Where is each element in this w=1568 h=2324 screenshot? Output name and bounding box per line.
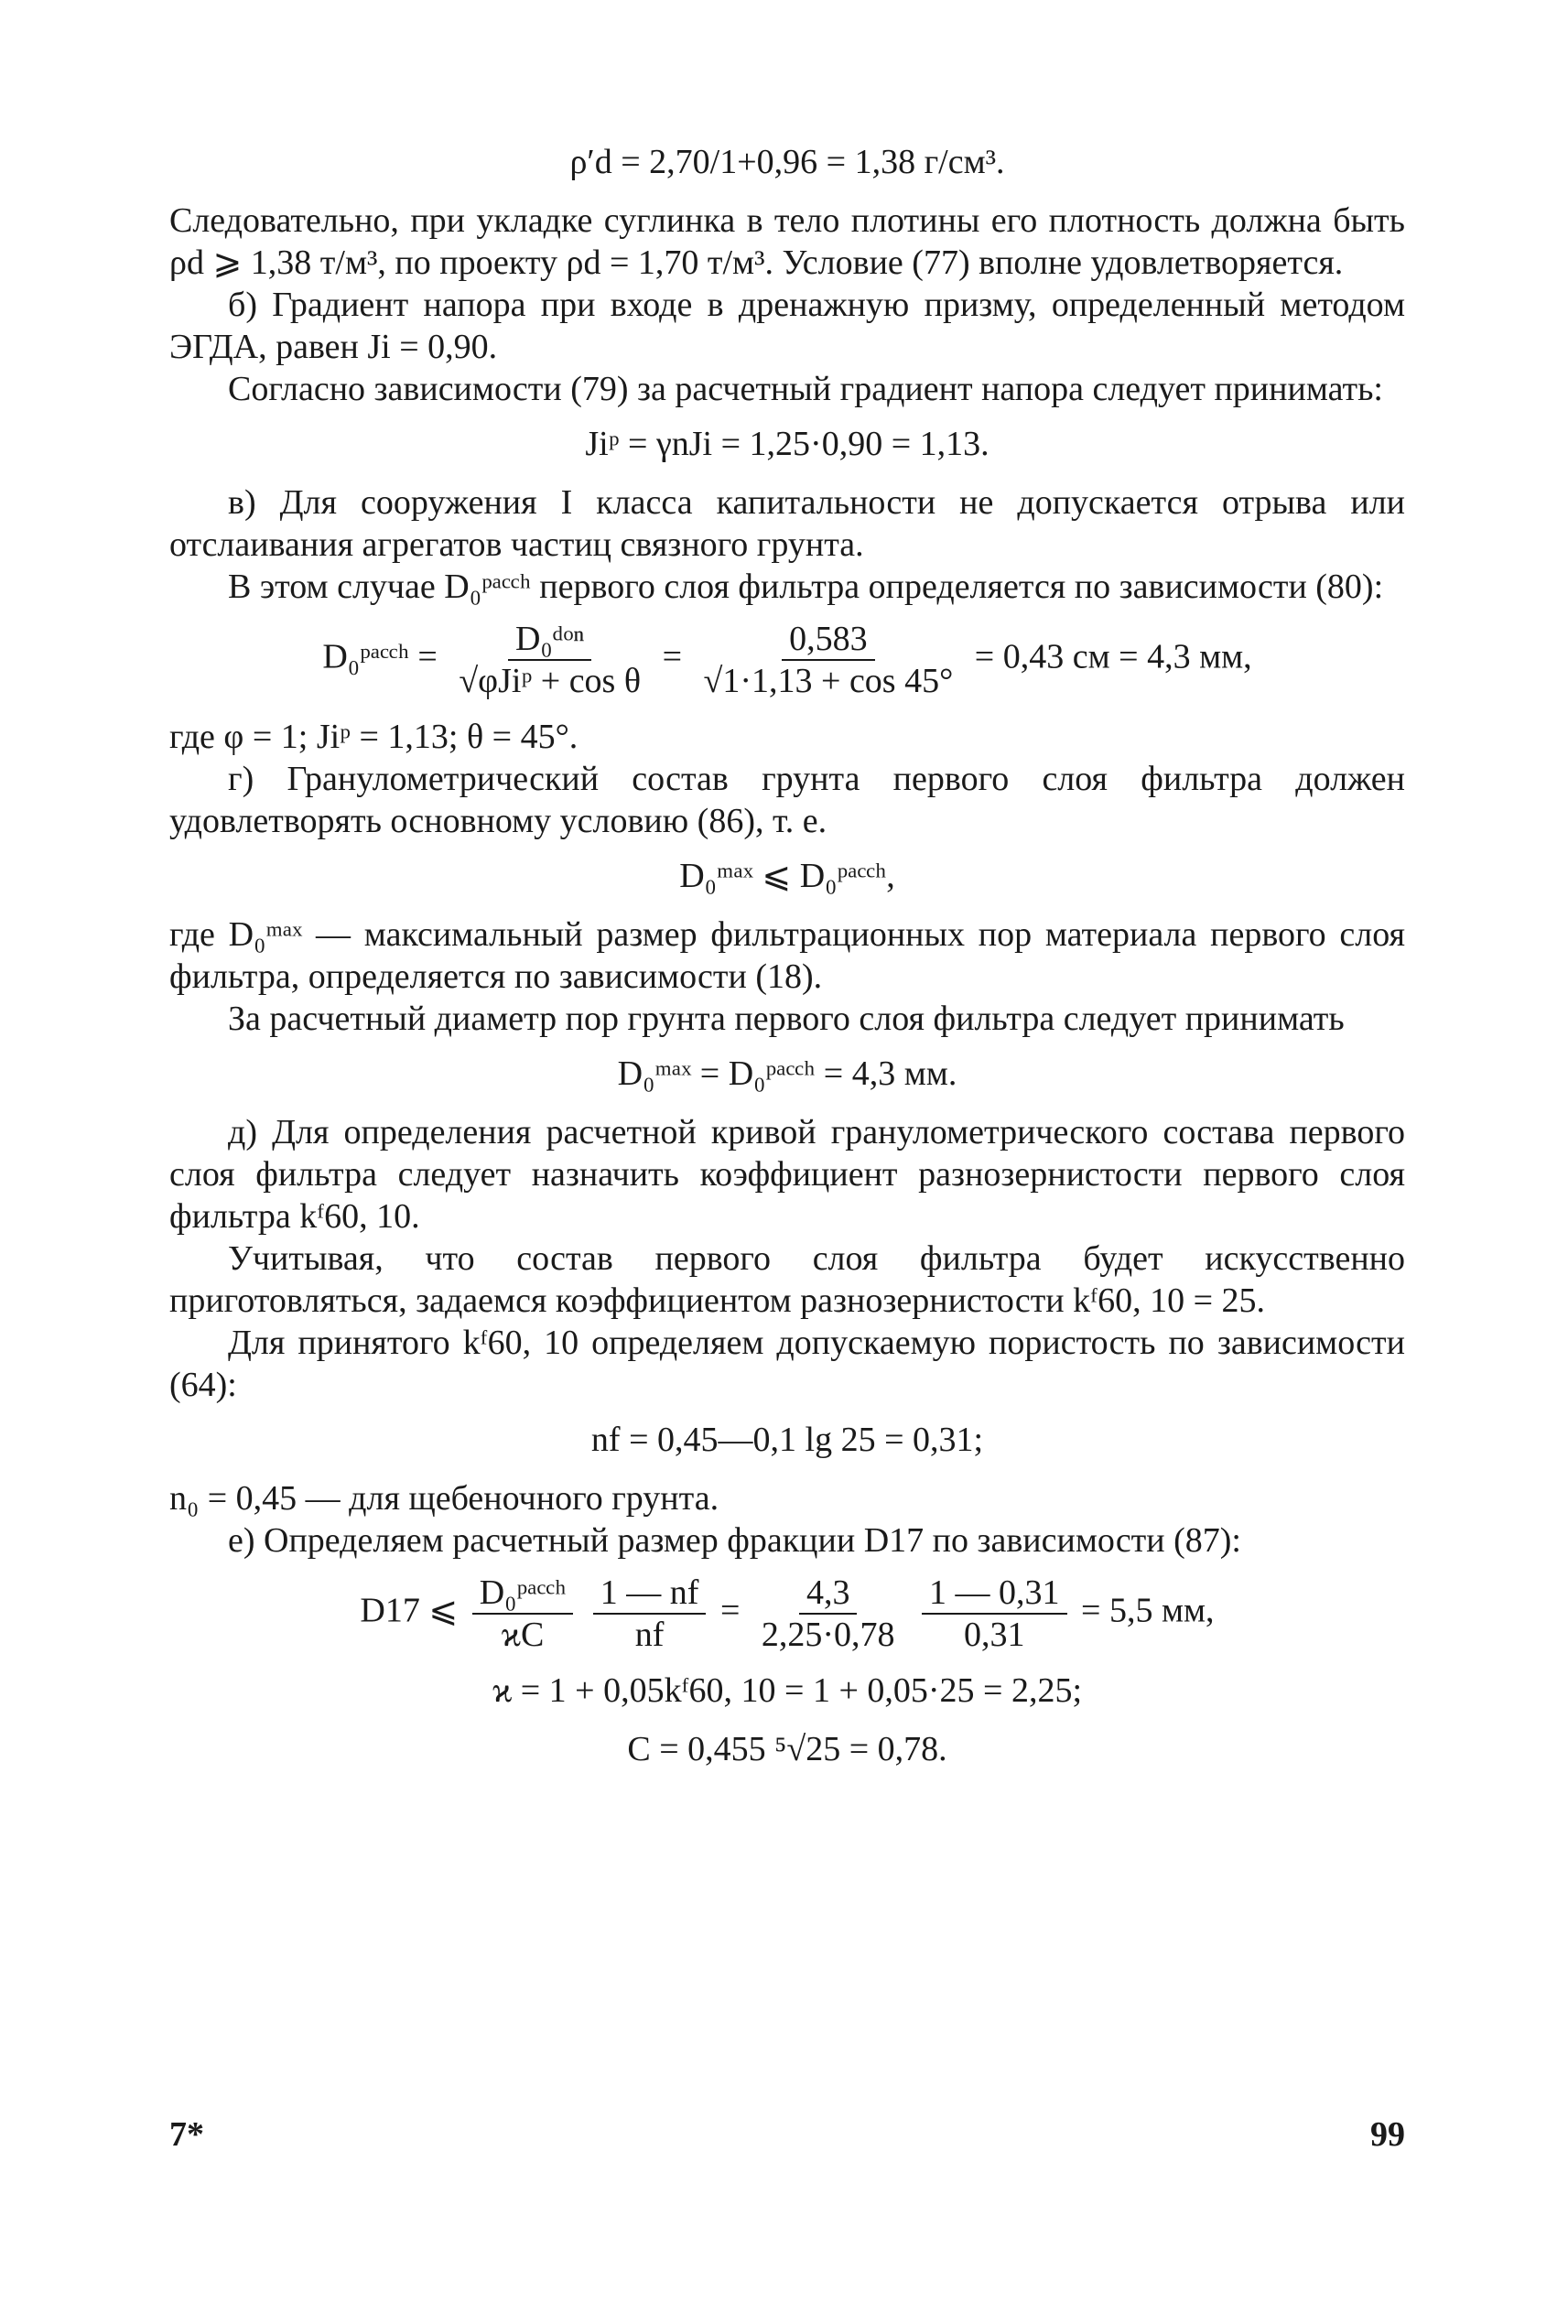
fraction-1-num: D₀ᵈᵒⁿ: [508, 621, 591, 661]
fraction-6: [922, 1574, 1067, 1653]
paragraph-14: е) Определяем расчетный размер фракции D17 по зависимости (87):: [228, 1521, 1241, 1560]
page-number: 99: [1370, 2115, 1405, 2154]
formula-dmax: D₀ᵐᵃˣ = D₀ᵖᵃᶜᶜʰ = 4,3 мм.: [617, 1054, 957, 1093]
formula-d17-rhs: = 5,5 мм,: [1081, 1591, 1215, 1630]
paragraph-2: б) Градиент напора при входе в дренажную призму, определенный методом ЭГДА, равен Ji = 0,90.: [169, 286, 1405, 366]
paragraph-13: n₀ = 0,45 — для щебеночного грунта.: [169, 1479, 719, 1518]
formula-d0-calc: D₀ᵖᵃᶜᶜʰ = $\frac{\text{D₀ᵈᵒⁿ}}{\text{√φJiᵖ + cos θ}}$ = $\frac{0,583}{√1\cdot 1,13 + \cos 45^\circ}$ = 0,43 см = 4,3 мм,: [322, 620, 1252, 700]
fraction-2-num: 0,583: [782, 621, 875, 661]
formula-d17-lhs: D17 ⩽: [360, 1591, 459, 1630]
paragraph-6: где φ = 1; Jiᵖ = 1,13; θ = 45°.: [169, 718, 579, 756]
formula-condition: D₀ᵐᵃˣ ⩽ D₀ᵖᵃᶜᶜʰ,: [679, 857, 895, 895]
paragraph-12: Для принятого kᶠ60, 10 определяем допускаемую пористость по зависимости (64):: [169, 1324, 1405, 1404]
paragraph-7: г) Гранулометрический состав грунта первого слоя фильтра должен удовлетворять основному условию (86), т. е.: [169, 760, 1405, 840]
fraction-4-num: 1 — nf: [593, 1574, 707, 1615]
paragraph-4: в) Для сооружения I класса капитальности не допускается отрыва или отслаивания агрегатов частиц связного грунта.: [169, 483, 1405, 564]
fraction-6-num: 1 — 0,31: [922, 1574, 1067, 1615]
fraction-5: [754, 1574, 903, 1653]
formula-density: ρ′d = 2,70/1+0,96 = 1,38 г/см³.: [569, 143, 1005, 181]
paragraph-8: где D₀ᵐᵃˣ — максимальный размер фильтрационных пор материала первого слоя фильтра, определяется по зависимости (18).: [169, 915, 1405, 996]
fraction-5-num: 4,3: [799, 1574, 858, 1615]
fraction-1: [451, 621, 648, 699]
fraction-3-den: ϰC: [501, 1616, 545, 1654]
fraction-1-den: √φJiᵖ + cos θ: [459, 662, 642, 700]
fraction-5-den: 2,25·0,78: [761, 1616, 895, 1654]
formula-c: C = 0,455 ⁵√25 = 0,78.: [627, 1730, 947, 1768]
fraction-4-den: nf: [634, 1616, 665, 1654]
fraction-4: [593, 1574, 707, 1653]
fraction-2-den: √1·1,13 + cos 45°: [703, 662, 954, 700]
paragraph-5: В этом случае D₀ᵖᵃᶜᶜʰ первого слоя фильтра определяется по зависимости (80):: [228, 567, 1384, 606]
formula-d17: D17 ⩽ $\frac{\text{D₀ᵖᵃᶜᶜʰ}}{ϰC}$ $\frac{1 — nf}{nf}$ = $\frac{4,3}{2,25\cdot 0,78}$ $\frac{1 — 0,31}{0,31}$ = 5,5 мм,: [360, 1573, 1215, 1654]
fraction-3: [472, 1574, 574, 1653]
fraction-2: [697, 621, 961, 699]
formula-d0-lhs: D₀ᵖᵃᶜᶜʰ =: [322, 637, 438, 676]
paragraph-9: За расчетный диаметр пор грунта первого слоя фильтра следует принимать: [228, 1000, 1345, 1038]
paragraph-1: Следовательно, при укладке суглинка в тело плотины его плотность должна быть ρd ⩾ 1,38 т/м³, по проекту ρd = 1,70 т/м³. Условие (77) вполне удовлетворяется.: [169, 201, 1405, 282]
fraction-3-num: D₀ᵖᵃᶜᶜʰ: [472, 1574, 574, 1615]
signature-mark: 7*: [169, 2115, 204, 2154]
fraction-6-den: 0,31: [964, 1616, 1025, 1654]
formula-gradient: Jiᵖ = γnJi = 1,25·0,90 = 1,13.: [585, 425, 989, 463]
paragraph-3: Согласно зависимости (79) за расчетный градиент напора следует принимать:: [228, 370, 1383, 408]
formula-d0-rhs: = 0,43 см = 4,3 мм,: [974, 637, 1252, 676]
page-body: [169, 128, 1405, 1787]
paragraph-11: Учитывая, что состав первого слоя фильтра будет искусственно приготовляться, задаемся коэффициентом разнозернистости kᶠ60, 10 = 25.: [169, 1239, 1405, 1320]
paragraph-10: д) Для определения расчетной кривой гранулометрического состава первого слоя фильтра следует назначить коэффициент разнозернистости первого слоя фильтра kᶠ60, 10.: [169, 1113, 1405, 1236]
formula-kappa: ϰ = 1 + 0,05kᶠ60, 10 = 1 + 0,05·25 = 2,25;: [492, 1671, 1083, 1710]
formula-porosity: nf = 0,45—0,1 lg 25 = 0,31;: [590, 1421, 984, 1459]
